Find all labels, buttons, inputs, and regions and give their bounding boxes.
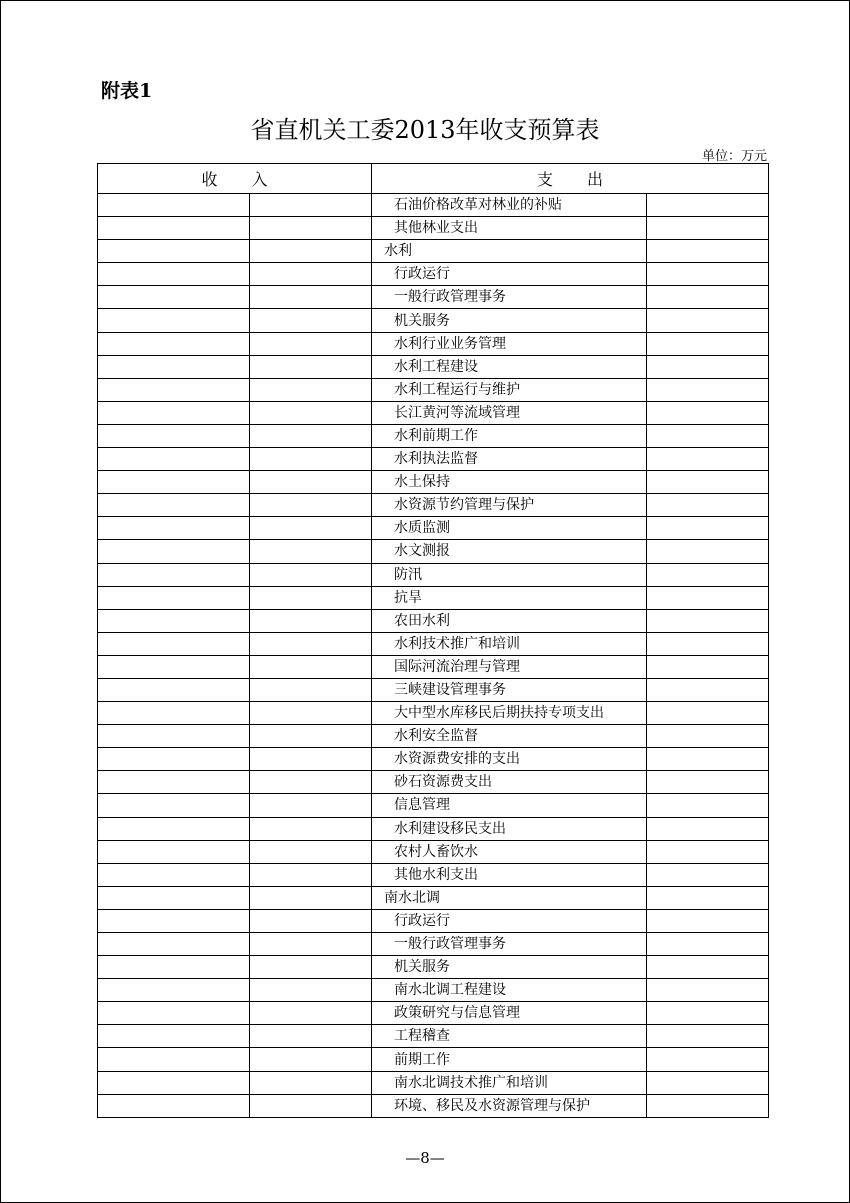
income-amount-cell bbox=[250, 956, 372, 979]
expense-item-cell: 水土保持 bbox=[372, 471, 647, 494]
income-item-cell bbox=[98, 448, 250, 471]
expense-item-cell: 水资源节约管理与保护 bbox=[372, 494, 647, 517]
income-item-cell bbox=[98, 632, 250, 655]
expense-item-cell: 南水北调工程建设 bbox=[372, 979, 647, 1002]
expense-item-cell: 其他林业支出 bbox=[372, 217, 647, 240]
expense-amount-cell bbox=[647, 609, 769, 632]
expense-item-cell: 机关服务 bbox=[372, 956, 647, 979]
expense-amount-cell bbox=[647, 1025, 769, 1048]
income-item-cell bbox=[98, 194, 250, 217]
table-row bbox=[98, 1025, 769, 1048]
expense-amount-cell bbox=[647, 586, 769, 609]
income-amount-cell bbox=[250, 655, 372, 678]
expense-amount-cell bbox=[647, 979, 769, 1002]
expense-amount-cell bbox=[647, 1071, 769, 1094]
income-item-cell bbox=[98, 1048, 250, 1071]
table-row bbox=[98, 632, 769, 655]
income-item-cell bbox=[98, 702, 250, 725]
income-item-cell bbox=[98, 886, 250, 909]
expense-item-cell: 水利工程运行与维护 bbox=[372, 378, 647, 401]
expense-item-cell: 前期工作 bbox=[372, 1048, 647, 1071]
page-number: —8— bbox=[405, 1149, 445, 1167]
income-amount-cell bbox=[250, 909, 372, 932]
expense-amount-cell bbox=[647, 840, 769, 863]
expense-item-cell: 一般行政管理事务 bbox=[372, 286, 647, 309]
expense-amount-cell bbox=[647, 194, 769, 217]
table-row bbox=[98, 748, 769, 771]
expense-item-cell: 水利前期工作 bbox=[372, 424, 647, 447]
table-row bbox=[98, 424, 769, 447]
income-item-cell bbox=[98, 240, 250, 263]
income-amount-cell bbox=[250, 517, 372, 540]
expense-amount-cell bbox=[647, 863, 769, 886]
table-body bbox=[98, 194, 769, 1118]
income-amount-cell bbox=[250, 471, 372, 494]
table-row bbox=[98, 886, 769, 909]
expense-amount-cell bbox=[647, 702, 769, 725]
income-item-cell bbox=[98, 933, 250, 956]
income-amount-cell bbox=[250, 263, 372, 286]
table-row bbox=[98, 448, 769, 471]
income-item-cell bbox=[98, 378, 250, 401]
table-row bbox=[98, 655, 769, 678]
table-row bbox=[98, 263, 769, 286]
table-row bbox=[98, 840, 769, 863]
expense-item-cell: 水利 bbox=[372, 240, 647, 263]
table-row bbox=[98, 355, 769, 378]
income-amount-cell bbox=[250, 1094, 372, 1117]
income-amount-cell bbox=[250, 240, 372, 263]
expense-amount-cell bbox=[647, 378, 769, 401]
table-row bbox=[98, 933, 769, 956]
income-amount-cell bbox=[250, 817, 372, 840]
income-item-cell bbox=[98, 517, 250, 540]
expense-item-cell: 三峡建设管理事务 bbox=[372, 678, 647, 701]
income-item-cell bbox=[98, 609, 250, 632]
table-row bbox=[98, 771, 769, 794]
income-item-cell bbox=[98, 355, 250, 378]
income-amount-cell bbox=[250, 401, 372, 424]
expense-amount-cell bbox=[647, 309, 769, 332]
expense-item-cell: 水利建设移民支出 bbox=[372, 817, 647, 840]
expense-amount-cell bbox=[647, 240, 769, 263]
expense-item-cell: 砂石资源费支出 bbox=[372, 771, 647, 794]
table-row bbox=[98, 286, 769, 309]
income-amount-cell bbox=[250, 863, 372, 886]
table-row bbox=[98, 1071, 769, 1094]
expense-amount-cell bbox=[647, 817, 769, 840]
table-row bbox=[98, 540, 769, 563]
unit-note: 单位：万元 bbox=[701, 149, 767, 164]
income-amount-cell bbox=[250, 886, 372, 909]
income-amount-cell bbox=[250, 194, 372, 217]
income-item-cell bbox=[98, 748, 250, 771]
table-row bbox=[98, 309, 769, 332]
income-amount-cell bbox=[250, 1002, 372, 1025]
expense-item-cell: 信息管理 bbox=[372, 794, 647, 817]
income-amount-cell bbox=[250, 933, 372, 956]
expense-item-cell: 水资源费安排的支出 bbox=[372, 748, 647, 771]
income-item-cell bbox=[98, 217, 250, 240]
income-item-cell bbox=[98, 1002, 250, 1025]
expense-item-cell: 石油价格改革对林业的补贴 bbox=[372, 194, 647, 217]
expense-amount-cell bbox=[647, 678, 769, 701]
expense-amount-cell bbox=[647, 401, 769, 424]
expense-item-cell: 大中型水库移民后期扶持专项支出 bbox=[372, 702, 647, 725]
income-amount-cell bbox=[250, 748, 372, 771]
income-item-cell bbox=[98, 586, 250, 609]
income-item-cell bbox=[98, 840, 250, 863]
income-amount-cell bbox=[250, 1071, 372, 1094]
expense-item-cell: 水利技术推广和培训 bbox=[372, 632, 647, 655]
income-amount-cell bbox=[250, 725, 372, 748]
expense-amount-cell bbox=[647, 217, 769, 240]
expense-amount-cell bbox=[647, 517, 769, 540]
income-amount-cell bbox=[250, 424, 372, 447]
expense-amount-cell bbox=[647, 494, 769, 517]
income-header: 收入 bbox=[98, 164, 372, 194]
table-row bbox=[98, 517, 769, 540]
table-row bbox=[98, 678, 769, 701]
income-item-cell bbox=[98, 494, 250, 517]
table-row bbox=[98, 332, 769, 355]
income-item-cell bbox=[98, 1025, 250, 1048]
expense-item-cell: 机关服务 bbox=[372, 309, 647, 332]
income-item-cell bbox=[98, 794, 250, 817]
expense-amount-cell bbox=[647, 956, 769, 979]
expense-amount-cell bbox=[647, 263, 769, 286]
expense-item-cell: 水利工程建设 bbox=[372, 355, 647, 378]
expense-amount-cell bbox=[647, 886, 769, 909]
table-row bbox=[98, 702, 769, 725]
expense-amount-cell bbox=[647, 1048, 769, 1071]
expense-amount-cell bbox=[647, 748, 769, 771]
income-item-cell bbox=[98, 332, 250, 355]
income-item-cell bbox=[98, 563, 250, 586]
income-amount-cell bbox=[250, 979, 372, 1002]
income-amount-cell bbox=[250, 309, 372, 332]
expense-item-cell: 水利安全监督 bbox=[372, 725, 647, 748]
income-item-cell bbox=[98, 655, 250, 678]
expense-amount-cell bbox=[647, 1002, 769, 1025]
table-header-row bbox=[98, 164, 769, 194]
expense-item-cell: 行政运行 bbox=[372, 909, 647, 932]
table-row bbox=[98, 817, 769, 840]
expense-amount-cell bbox=[647, 563, 769, 586]
expense-item-cell: 水文测报 bbox=[372, 540, 647, 563]
expense-item-cell: 农村人畜饮水 bbox=[372, 840, 647, 863]
expense-item-cell: 水利执法监督 bbox=[372, 448, 647, 471]
table-row bbox=[98, 979, 769, 1002]
income-amount-cell bbox=[250, 448, 372, 471]
income-amount-cell bbox=[250, 609, 372, 632]
expense-amount-cell bbox=[647, 286, 769, 309]
expense-amount-cell bbox=[647, 540, 769, 563]
income-amount-cell bbox=[250, 217, 372, 240]
income-amount-cell bbox=[250, 678, 372, 701]
income-item-cell bbox=[98, 471, 250, 494]
expense-amount-cell bbox=[647, 725, 769, 748]
expense-item-cell: 长江黄河等流域管理 bbox=[372, 401, 647, 424]
expense-item-cell: 政策研究与信息管理 bbox=[372, 1002, 647, 1025]
income-item-cell bbox=[98, 863, 250, 886]
table-row bbox=[98, 863, 769, 886]
table-row bbox=[98, 471, 769, 494]
expense-amount-cell bbox=[647, 424, 769, 447]
expense-amount-cell bbox=[647, 655, 769, 678]
income-amount-cell bbox=[250, 632, 372, 655]
expense-item-cell: 国际河流治理与管理 bbox=[372, 655, 647, 678]
table-row bbox=[98, 956, 769, 979]
income-item-cell bbox=[98, 286, 250, 309]
income-amount-cell bbox=[250, 771, 372, 794]
expense-item-cell: 南水北调 bbox=[372, 886, 647, 909]
table-row bbox=[98, 494, 769, 517]
income-item-cell bbox=[98, 1071, 250, 1094]
table-row bbox=[98, 194, 769, 217]
expense-item-cell: 南水北调技术推广和培训 bbox=[372, 1071, 647, 1094]
income-item-cell bbox=[98, 979, 250, 1002]
expense-header: 支出 bbox=[372, 164, 769, 194]
expense-amount-cell bbox=[647, 771, 769, 794]
income-amount-cell bbox=[250, 1025, 372, 1048]
table-row bbox=[98, 563, 769, 586]
income-amount-cell bbox=[250, 332, 372, 355]
expense-amount-cell bbox=[647, 909, 769, 932]
expense-item-cell: 其他水利支出 bbox=[372, 863, 647, 886]
expense-item-cell: 水质监测 bbox=[372, 517, 647, 540]
income-amount-cell bbox=[250, 586, 372, 609]
income-amount-cell bbox=[250, 563, 372, 586]
income-amount-cell bbox=[250, 840, 372, 863]
table-row bbox=[98, 609, 769, 632]
income-amount-cell bbox=[250, 378, 372, 401]
expense-amount-cell bbox=[647, 933, 769, 956]
income-item-cell bbox=[98, 678, 250, 701]
expense-item-cell: 抗旱 bbox=[372, 586, 647, 609]
table-row bbox=[98, 240, 769, 263]
expense-item-cell: 水利行业业务管理 bbox=[372, 332, 647, 355]
table-row bbox=[98, 378, 769, 401]
attachment-label: 附表1 bbox=[101, 80, 153, 102]
expense-amount-cell bbox=[647, 471, 769, 494]
table-row bbox=[98, 586, 769, 609]
income-item-cell bbox=[98, 424, 250, 447]
table-row bbox=[98, 725, 769, 748]
income-amount-cell bbox=[250, 540, 372, 563]
income-item-cell bbox=[98, 263, 250, 286]
table-row bbox=[98, 1094, 769, 1117]
expense-amount-cell bbox=[647, 632, 769, 655]
income-item-cell bbox=[98, 401, 250, 424]
table-row bbox=[98, 401, 769, 424]
table-row bbox=[98, 1048, 769, 1071]
income-amount-cell bbox=[250, 794, 372, 817]
income-item-cell bbox=[98, 817, 250, 840]
income-item-cell bbox=[98, 909, 250, 932]
expense-amount-cell bbox=[647, 1094, 769, 1117]
income-amount-cell bbox=[250, 702, 372, 725]
income-amount-cell bbox=[250, 355, 372, 378]
table-row bbox=[98, 1002, 769, 1025]
expense-amount-cell bbox=[647, 332, 769, 355]
budget-table bbox=[97, 163, 769, 1118]
income-item-cell bbox=[98, 771, 250, 794]
table-row bbox=[98, 909, 769, 932]
expense-item-cell: 农田水利 bbox=[372, 609, 647, 632]
table-row bbox=[98, 217, 769, 240]
expense-item-cell: 工程稽查 bbox=[372, 1025, 647, 1048]
expense-item-cell: 一般行政管理事务 bbox=[372, 933, 647, 956]
income-item-cell bbox=[98, 540, 250, 563]
income-item-cell bbox=[98, 309, 250, 332]
income-item-cell bbox=[98, 956, 250, 979]
document-title: 省直机关工委2013年收支预算表 bbox=[250, 116, 600, 144]
expense-amount-cell bbox=[647, 355, 769, 378]
income-amount-cell bbox=[250, 494, 372, 517]
expense-item-cell: 环境、移民及水资源管理与保护 bbox=[372, 1094, 647, 1117]
income-item-cell bbox=[98, 725, 250, 748]
income-amount-cell bbox=[250, 286, 372, 309]
income-item-cell bbox=[98, 1094, 250, 1117]
expense-amount-cell bbox=[647, 448, 769, 471]
table-row bbox=[98, 794, 769, 817]
expense-item-cell: 防汛 bbox=[372, 563, 647, 586]
expense-amount-cell bbox=[647, 794, 769, 817]
income-amount-cell bbox=[250, 1048, 372, 1071]
expense-item-cell: 行政运行 bbox=[372, 263, 647, 286]
